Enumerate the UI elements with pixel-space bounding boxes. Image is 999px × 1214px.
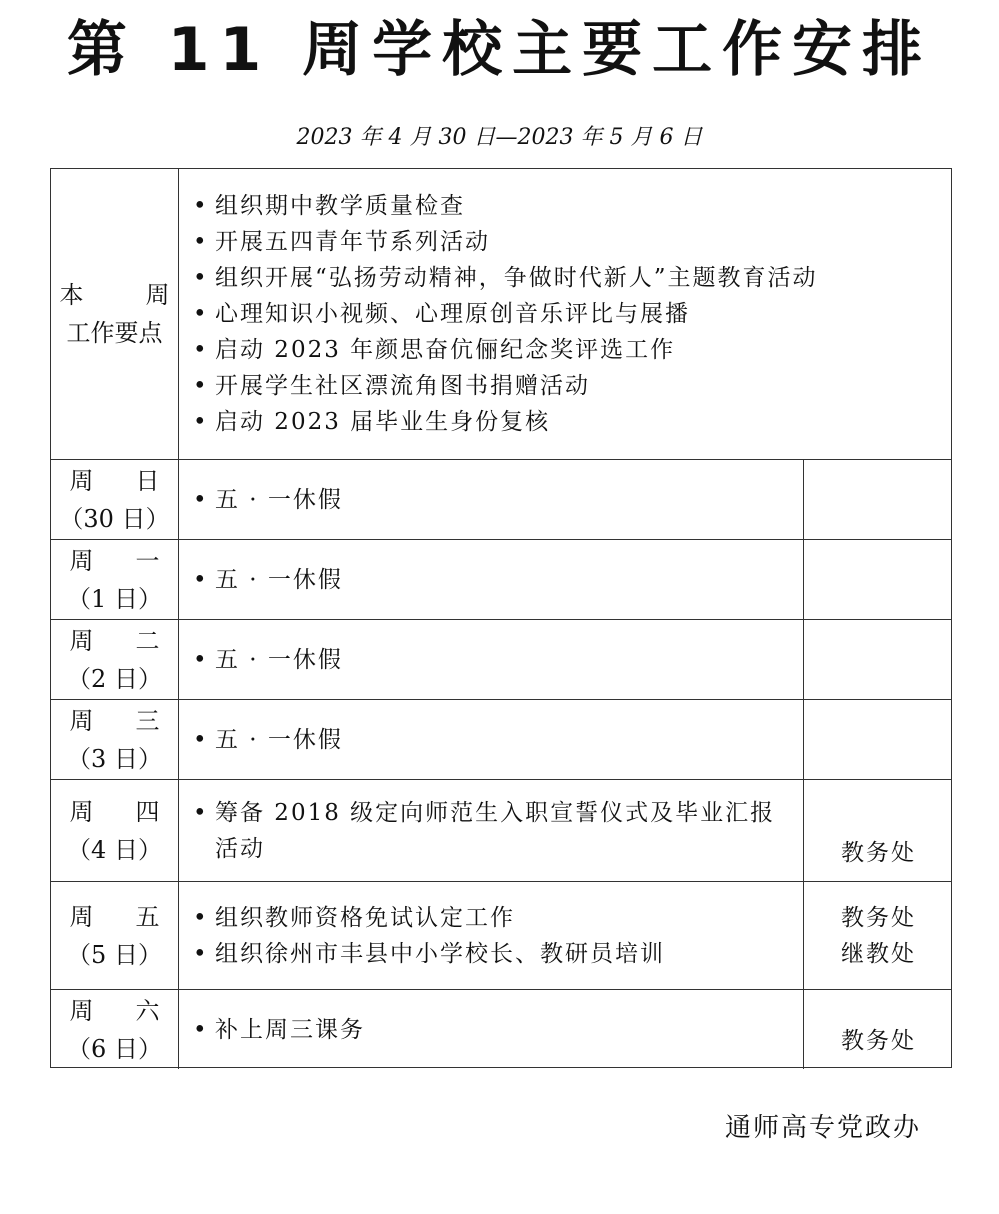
item-text: 组织徐州市丰县中小学校长、教研员培训	[215, 940, 665, 967]
item-text: 筹备 2018 级定向师范生入职宣誓仪式及毕业汇报活动	[215, 799, 776, 862]
department-cell	[803, 882, 953, 989]
day-items	[179, 540, 803, 619]
bullet-icon: •	[193, 940, 209, 967]
department: 教务处	[841, 904, 916, 931]
list-item	[193, 482, 795, 518]
bullet-icon: •	[193, 373, 209, 399]
list-item	[193, 404, 953, 440]
list-item	[193, 332, 953, 368]
item-text: 五 · 一休假	[215, 646, 343, 673]
week-char: 周	[69, 546, 94, 575]
list-item	[193, 368, 953, 404]
day-row	[51, 539, 951, 619]
week-char: 周	[69, 996, 94, 1025]
list-item	[193, 188, 953, 224]
day-items	[179, 700, 803, 779]
list-item	[193, 900, 795, 936]
schedule-table	[50, 168, 952, 1068]
department-cell	[803, 620, 953, 699]
department-cell	[803, 540, 953, 619]
key-points-row	[51, 169, 951, 459]
item-text: 组织教师资格免试认定工作	[215, 904, 515, 931]
department-cell	[803, 460, 953, 539]
day-label	[51, 990, 179, 1069]
bullet-icon: •	[193, 904, 209, 931]
day-date: （1 日）	[67, 584, 162, 613]
label-char: 本	[59, 281, 84, 309]
date-range: 2023 年 4 月 30 日—2023 年 5 月 6 日	[296, 125, 703, 150]
item-text: 五 · 一休假	[215, 486, 343, 513]
week-char: 一	[135, 546, 160, 575]
bullet-icon: •	[193, 229, 209, 255]
day-row	[51, 779, 951, 881]
bullet-icon: •	[193, 726, 209, 753]
week-char: 周	[69, 466, 94, 495]
item-text: 五 · 一休假	[215, 726, 343, 753]
day-label	[51, 882, 179, 989]
week-char: 周	[69, 797, 94, 826]
day-row	[51, 989, 951, 1069]
page-title: 第 11 周学校主要工作安排	[66, 15, 933, 85]
day-items	[179, 620, 803, 699]
day-date: （4 日）	[67, 835, 162, 864]
day-items	[179, 460, 803, 539]
week-char: 三	[135, 706, 160, 735]
item-text: 补上周三课务	[215, 1016, 365, 1043]
week-char: 日	[135, 466, 160, 495]
item-text: 启动 2023 年颜思奋伉俪纪念奖评选工作	[215, 337, 676, 363]
list-item	[193, 722, 795, 758]
day-date: （6 日）	[67, 1034, 162, 1063]
key-points-list	[179, 169, 953, 459]
day-row	[51, 459, 951, 539]
bullet-icon: •	[193, 646, 209, 673]
week-char: 周	[69, 902, 94, 931]
item-text: 五 · 一休假	[215, 566, 343, 593]
list-item	[193, 296, 953, 332]
day-label	[51, 780, 179, 881]
item-text: 开展学生社区漂流角图书捐赠活动	[215, 373, 590, 399]
bullet-icon: •	[193, 337, 209, 363]
day-label	[51, 540, 179, 619]
key-points-label	[51, 169, 179, 459]
day-row	[51, 881, 951, 989]
list-item	[193, 1012, 795, 1048]
list-item	[193, 936, 795, 972]
list-item	[193, 562, 795, 598]
week-char: 六	[135, 996, 160, 1025]
department: 教务处	[841, 1028, 916, 1054]
day-label	[51, 620, 179, 699]
week-char: 周	[69, 626, 94, 655]
day-row	[51, 619, 951, 699]
bullet-icon: •	[193, 1016, 209, 1043]
bullet-icon: •	[193, 566, 209, 593]
item-text: 开展五四青年节系列活动	[215, 229, 490, 255]
bullet-icon: •	[193, 486, 209, 513]
department: 教务处	[841, 840, 916, 866]
bullet-icon: •	[193, 193, 209, 219]
department-cell	[803, 780, 953, 881]
department-cell	[803, 700, 953, 779]
day-label	[51, 460, 179, 539]
day-label	[51, 700, 179, 779]
day-row	[51, 699, 951, 779]
bullet-icon: •	[193, 409, 209, 435]
footer-signature: 通师高专党政办	[724, 1113, 921, 1143]
day-date: （30 日）	[59, 504, 170, 533]
day-date: （2 日）	[67, 664, 162, 693]
item-text: 组织开展“弘扬劳动精神，争做时代新人”主题教育活动	[215, 265, 818, 291]
list-item	[193, 224, 953, 260]
day-items	[179, 990, 803, 1069]
item-text: 启动 2023 届毕业生身份复核	[215, 409, 551, 435]
label-text: 工作要点	[66, 319, 163, 347]
bullet-icon: •	[193, 265, 209, 291]
day-date: （5 日）	[67, 940, 162, 969]
day-items	[179, 780, 803, 881]
week-char: 周	[69, 706, 94, 735]
bullet-icon: •	[193, 799, 209, 826]
week-char: 二	[135, 626, 160, 655]
department-cell	[803, 990, 953, 1069]
week-char: 四	[135, 797, 160, 826]
day-items	[179, 882, 803, 989]
week-char: 五	[135, 902, 160, 931]
list-item	[193, 260, 953, 296]
list-item	[193, 642, 795, 678]
bullet-icon: •	[193, 301, 209, 327]
item-text: 组织期中教学质量检查	[215, 193, 465, 219]
list-item	[193, 795, 795, 867]
item-text: 心理知识小视频、心理原创音乐评比与展播	[215, 301, 690, 327]
label-char: 周	[145, 281, 170, 309]
day-date: （3 日）	[67, 744, 162, 773]
department: 继教处	[841, 940, 916, 967]
